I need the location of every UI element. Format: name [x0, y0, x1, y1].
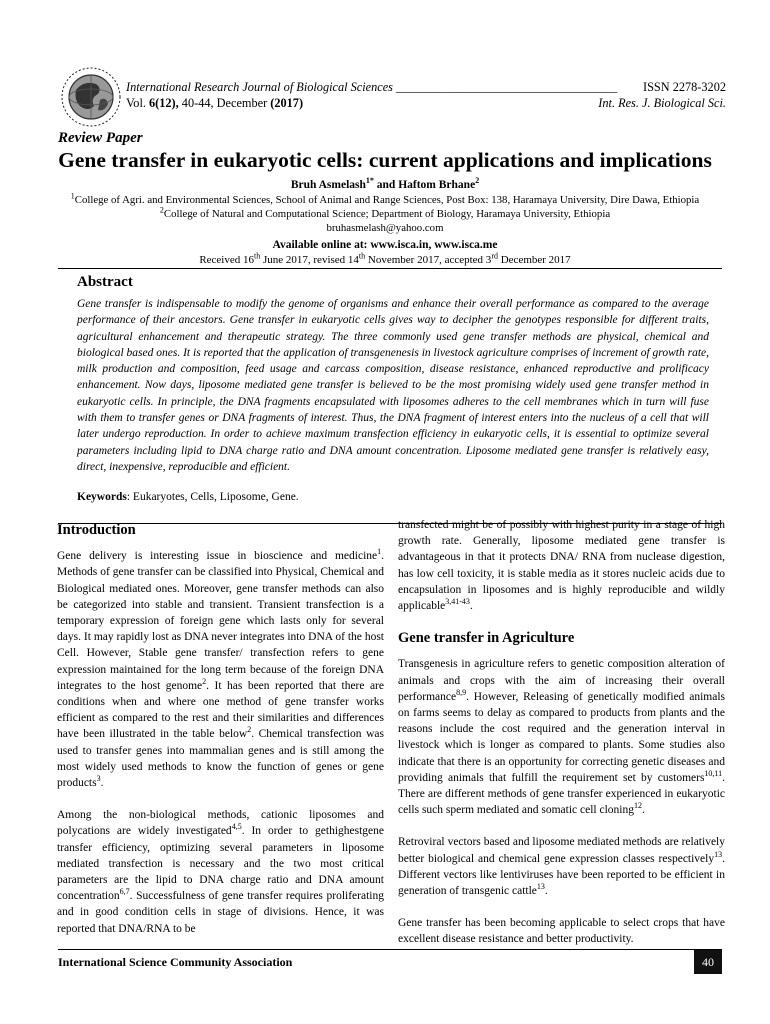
- issn: ISSN 2278-3202: [642, 80, 726, 94]
- left-column: [57, 522, 384, 953]
- volume-info: Vol. 6(12), 40-44, December (2017): [126, 96, 304, 110]
- right-paragraph-0: transfected might be of possibly with highest purity in a stage of high growth rate. Generally, liposome mediated gene transfer is advantageous in that it protects DNA/ RNA from nuclease digestion, has low cell toxicity, it is stable media as it stores nucleic acids due to encapsulation in liposomes and is highly reproducible and wildly applicable$^{3,41-43}$.: [398, 519, 725, 613]
- globe-icon: [60, 66, 122, 128]
- right-column: [398, 517, 725, 964]
- authors: Bruh Asmelash$^{1*}$ and Haftom Brhane$^2$: [290, 176, 480, 191]
- abstract-heading: Abstract: [77, 274, 133, 290]
- page-number: 40: [694, 950, 722, 974]
- intro-paragraph-1: Gene delivery is interesting issue in bioscience and medicine$^1$. Methods of gene transfer can be classified into Physical, Chemical and Biological mediated ones. Moreover, gene transfer methods can also be categorized into stable and transient. Transient transfection is a temporary expression of foreign gene which lasts only for several days. It may rapidly lost as DNA never integrates into DNA of the host Cell. However, Stable gene transfer/ transfection refers to gene expression maintained for the long term because of the foreign DNA integrates to the host genome$^2$. It has been reported that there are conditions when and where one method of gene transfer works efficient as compared to the rest and their similarities and differences have been illustrated in the table below$^2$. Chemical transfection was used to transfer genes into mammalian genes and is still among the most widely used methods to know the function of genes or gene products$^3$.: [57, 547, 384, 790]
- intro-heading: Introduction: [57, 522, 136, 538]
- abstract-body: Gene transfer is indispensable to modify the genome of organisms and enhance their overall performance as compared to the average performance of their ancestors. Gene transfer in eukaryotic cells gives way to decipher the genotypes responsible for different traits, agricultural enhancement and therapeutic strategy. The three commonly used gene transfer methods are physical, chemical and biological based ones. It is reported that the application of transgenenesis in livestock agriculture comprises of increment of growth rate, milk production and composition, feed usage and carcass composition, disease resistance, enhanced reproductive and prolificacy enhancement. Now days, liposome mediated gene transfer is believed to be the most promising widely used gene transfer method in eukaryotic cells. In principle, the DNA fragments encapsulated with liposomes adheres to the cell membranes which in turn will fuse with them to transfer genes or DNA fragments of interest. Thus, the DNA fragment of interest enters into the nucleus of a cell that will later undergo reproduction. In order to achieve maximum transfection efficiency in eukaryotic cells, it is essential to optimize several parameters including lipid to DNA charge ratio and DNA amount concentration. Liposome mediated gene transfer is relatively easy, direct, inexpensive, reproducible and efficient.: [77, 298, 709, 473]
- agri-paragraph-3: Gene transfer has been becoming applicable to select crops that have excellent disease resistance and better productivity.: [398, 917, 725, 946]
- page-title: Gene transfer in eukaryotic cells: current applications and implications: [58, 148, 712, 172]
- journal-abbr: Int. Res. J. Biological Sci.: [598, 96, 726, 110]
- received-dates: Received 16th June 2017, revised 14th November 2017, accepted 3rd December 2017: [199, 251, 571, 266]
- author-email: bruhasmelash@yahoo.com: [326, 222, 444, 234]
- affiliation-1: $^1$College of Agri. and Environmental Sciences, School of Animal and Range Sciences, Post Box: 138, Haramaya University, Dire Dawa, Ethiopia: [70, 191, 700, 206]
- footer-organization: International Science Community Association: [58, 955, 293, 969]
- affiliation-2: $^2$College of Natural and Computational Science; Department of Biology, Haramaya University, Ethiopia: [159, 205, 611, 220]
- availability: Available online at: www.isca.in, www.isca.me: [272, 239, 498, 251]
- intro-paragraph-2: Among the non-biological methods, cationic liposomes and polycations are widely investigated$^{4,5}$. In order to gethighestgene transfer efficiency, optimizing several parameters in liposome mediated transfection is necessary and the two most critical parameters are the lipid to DNA charge ratio and DNA amount concentration$^{6,7}$. Successfulness of gene transfer requires proliferating and in good condition cells in stage of divisions. Hence, it was reported that DNA/RNA to be: [57, 809, 384, 935]
- affiliations: [40, 193, 730, 235]
- article-type: Review Paper: [58, 130, 143, 146]
- agri-paragraph-1: Transgenesis in agriculture refers to genetic composition alteration of animals and crops with the aim of increasing their overall performance$^{8,9}$. However, Releasing of genetically modified animals on farms seems to delay as compared to products from plants and the reasons include the cost required and the generation interval in livestock which is longer as compared to plants. Some studies also indicate that there is an opportunity for correcting genetic diseases and providing animals that fulfill the requirement set by customers$^{10,11}$. There are different methods of gene transfer experienced in eukaryotic cells such sperm mediated and somatic cell cloning$^{12}$.: [398, 658, 725, 817]
- journal-logo: [60, 66, 122, 128]
- agri-paragraph-2: Retroviral vectors based and liposome mediated methods are relatively better biological and chemical gene expression classes respectively$^{13}$. Different vectors like lentiviruses have been reported to be efficient in generation of transgenic cattle$^{13}$.: [398, 836, 725, 898]
- keywords: Keywords: Eukaryotes, Cells, Liposome, Gene.: [77, 491, 299, 503]
- agriculture-heading: Gene transfer in Agriculture: [398, 630, 575, 647]
- journal-header: [126, 79, 726, 111]
- journal-name: International Research Journal of Biological Sciences ____________________________________: [126, 80, 618, 94]
